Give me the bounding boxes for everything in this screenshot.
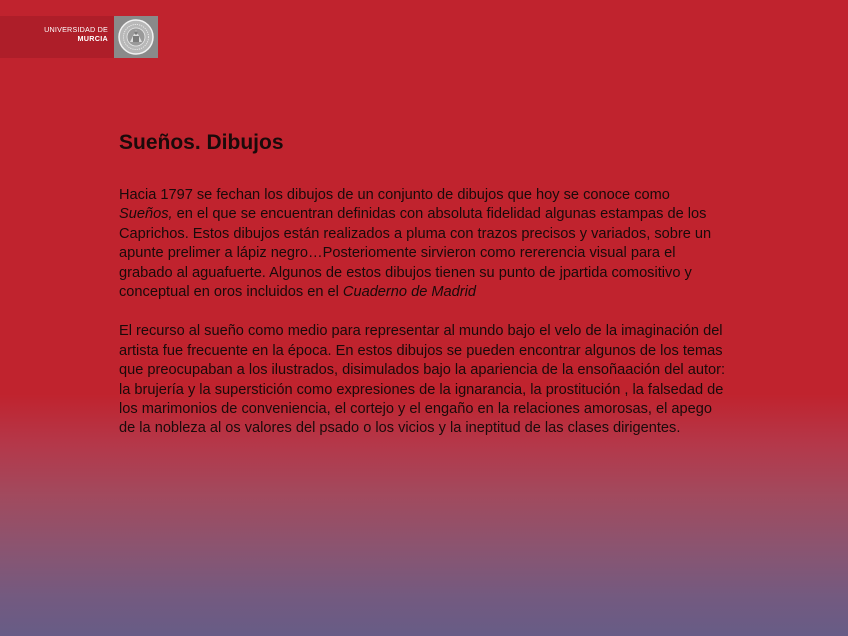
slide-title: Sueños. Dibujos (119, 131, 284, 154)
text-line: Hacia 1797 se fechan los dibujos de un conjunto de dibujos que hoy se conoce como (119, 187, 670, 203)
university-logo-text (22, 25, 108, 43)
seal-graphic (116, 17, 156, 57)
italic-title-suenos: Sueños, (119, 206, 173, 223)
text-line: El recurso al sueño como medio para representar al mundo bajo el velo de la imaginación del (119, 323, 723, 340)
text-line: de la nobleza al os valores del psado o los vicios y la ineptitud de las clases dirigentes. (119, 420, 681, 437)
text-line (119, 283, 809, 302)
italic-title-cuaderno: Cuaderno de Madrid (342, 284, 476, 301)
text-line: artista fue frecuente en la época. En estos dibujos se pueden encontrar algunos de los temas (119, 342, 723, 359)
text-fragment: conceptual en oros incluidos en el (119, 284, 343, 301)
logo-line-university: UNIVERSIDAD DE (44, 25, 108, 34)
logo-line-murcia: MURCIA (77, 34, 108, 43)
paragraph-1 (119, 186, 809, 302)
text-line: los marimonios de conveniencia, el cortejo y el engaño en la relaciones amorosas, el apego (119, 401, 713, 418)
text-fragment: en el que se encuentran definidas con absoluta fidelidad algunas estampas de los (172, 206, 707, 223)
text-line: Caprichos. Estos dibujos están realizados a pluma con trazos precisos y variados, sobre un (119, 225, 712, 242)
text-line: apunte prelimer a lápiz negro…Posteriomente sirvieron como rererencia visual para el (119, 245, 676, 262)
paragraph-2 (119, 322, 809, 438)
slide-body (119, 186, 809, 439)
university-seal-icon (114, 16, 158, 58)
text-line: grabado al aguafuerte. Algunos de estos dibujos tienen su punto de jpartida comositivo y (119, 264, 692, 281)
text-line: la brujería y la superstición como expresiones de la ignarancia, la prostitución , la falsedad de (119, 381, 724, 398)
text-line: que preocupaban a los ilustrados, disimulados bajo la apariencia de la ensoñaación del autor: (119, 362, 726, 379)
text-line (119, 205, 809, 224)
